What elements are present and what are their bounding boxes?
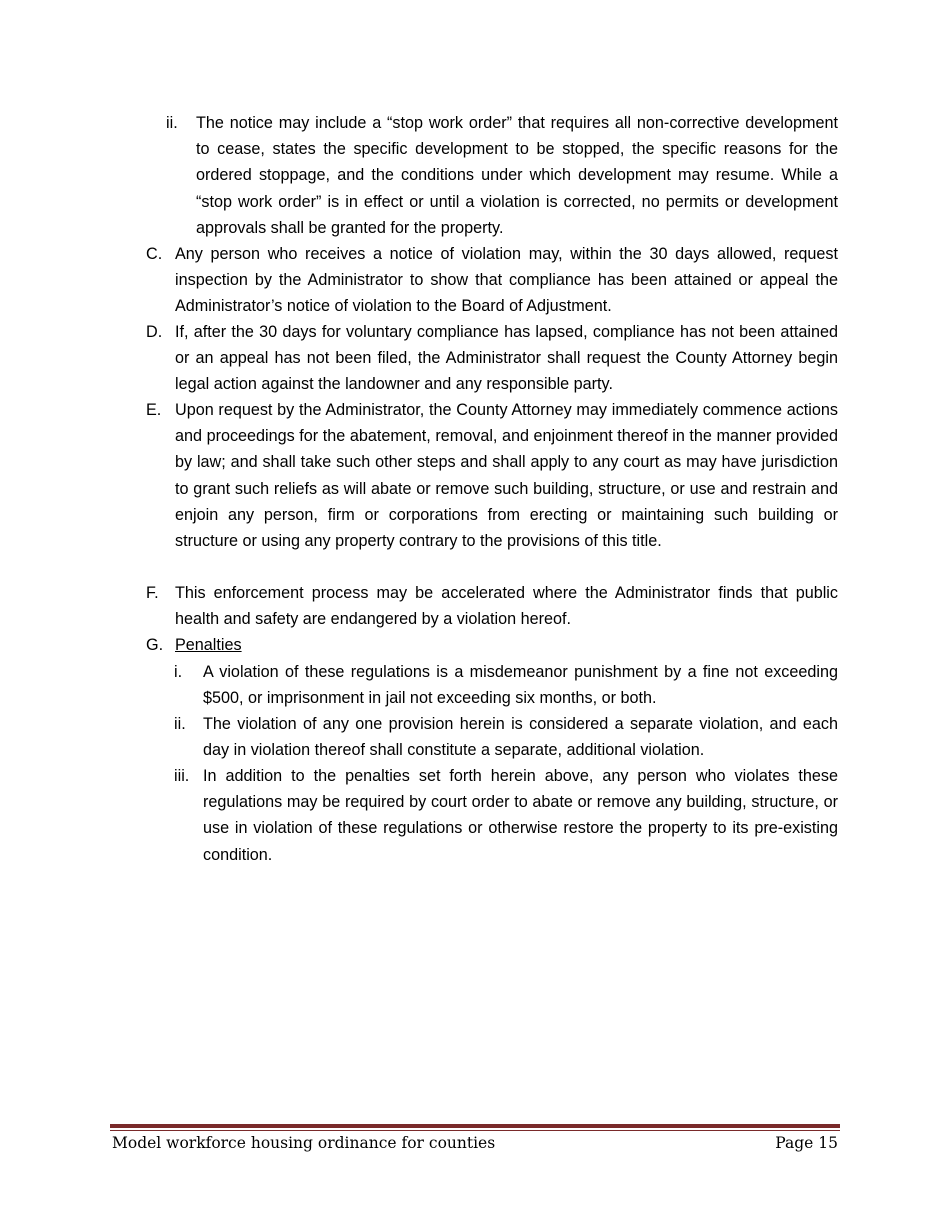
list-marker: ii.: [174, 715, 186, 733]
list-marker: ii.: [166, 114, 178, 132]
footer-rule-thin: [110, 1130, 840, 1131]
list-marker: C.: [146, 245, 163, 263]
list-marker: E.: [146, 401, 162, 419]
list-item-f: [146, 580, 838, 632]
list-marker: D.: [146, 323, 163, 341]
list-item-text: If, after the 30 days for voluntary compliance has lapsed, compliance has not been attained or an appeal has not been filed, the Administrator shall request the County Attorney begin legal action against the landowner and any responsible party.: [175, 323, 838, 394]
list-item-e: [146, 397, 838, 554]
list-marker: F.: [146, 584, 159, 602]
list-item-text: A violation of these regulations is a misdemeanor punishment by a fine not exceeding $500, or imprisonment in jail not exceeding six months, or both.: [203, 663, 838, 708]
list-item-d: [146, 319, 838, 398]
penalty-item-ii: [174, 711, 838, 763]
list-item-text: The violation of any one provision herein is considered a separate violation, and each day in violation thereof shall constitute a separate, additional violation.: [203, 715, 838, 760]
list-marker: i.: [174, 663, 183, 681]
list-item-ii: [166, 110, 838, 241]
list-item-text: This enforcement process may be accelerated where the Administrator finds that public health and safety are endangered by a violation hereof.: [175, 584, 838, 629]
list-item-text: In addition to the penalties set forth herein above, any person who violates these regulations may be required by court order to abate or remove any building, structure, or use in violation of these regulations or otherwise restore the property to its pre-existing condition.: [203, 767, 838, 864]
list-item-text: Upon request by the Administrator, the County Attorney may immediately commence actions and proceedings for the abatement, removal, and enjoinment thereof in the manner provided by law; and shall take such other steps and shall apply to any court as may have jurisdiction to grant such reliefs as will abate or remove such building, structure, or use and restrain and enjoin any person, firm or corporations from erecting or maintaining such building or structure or using any property contrary to the provisions of this title.: [175, 401, 838, 551]
list-marker: G.: [146, 636, 164, 654]
penalty-item-iii: [174, 763, 838, 868]
list-item-text: Any person who receives a notice of violation may, within the 30 days allowed, request inspection by the Administrator to show that compliance has been attained or appeal the Administrator’s notice of violation to the Board of Adjustment.: [175, 245, 838, 316]
footer-rule-thick: [110, 1124, 840, 1128]
list-item-c: [146, 241, 838, 320]
list-item-g: [146, 632, 838, 658]
list-item-text: The notice may include a “stop work order” that requires all non-corrective development to cease, states the specific development to be stopped, the specific reasons for the ordered stoppage, and the conditions under which development may resume. While a “stop work order” is in effect or until a violation is corrected, no permits or development approvals shall be granted for the property.: [196, 114, 838, 237]
list-marker: iii.: [174, 767, 190, 785]
footer-title: Model workforce housing ordinance for counties: [112, 1134, 496, 1152]
penalties-heading: Penalties: [175, 636, 242, 654]
footer-page-number: Page 15: [775, 1134, 838, 1152]
penalty-item-i: [174, 659, 838, 711]
